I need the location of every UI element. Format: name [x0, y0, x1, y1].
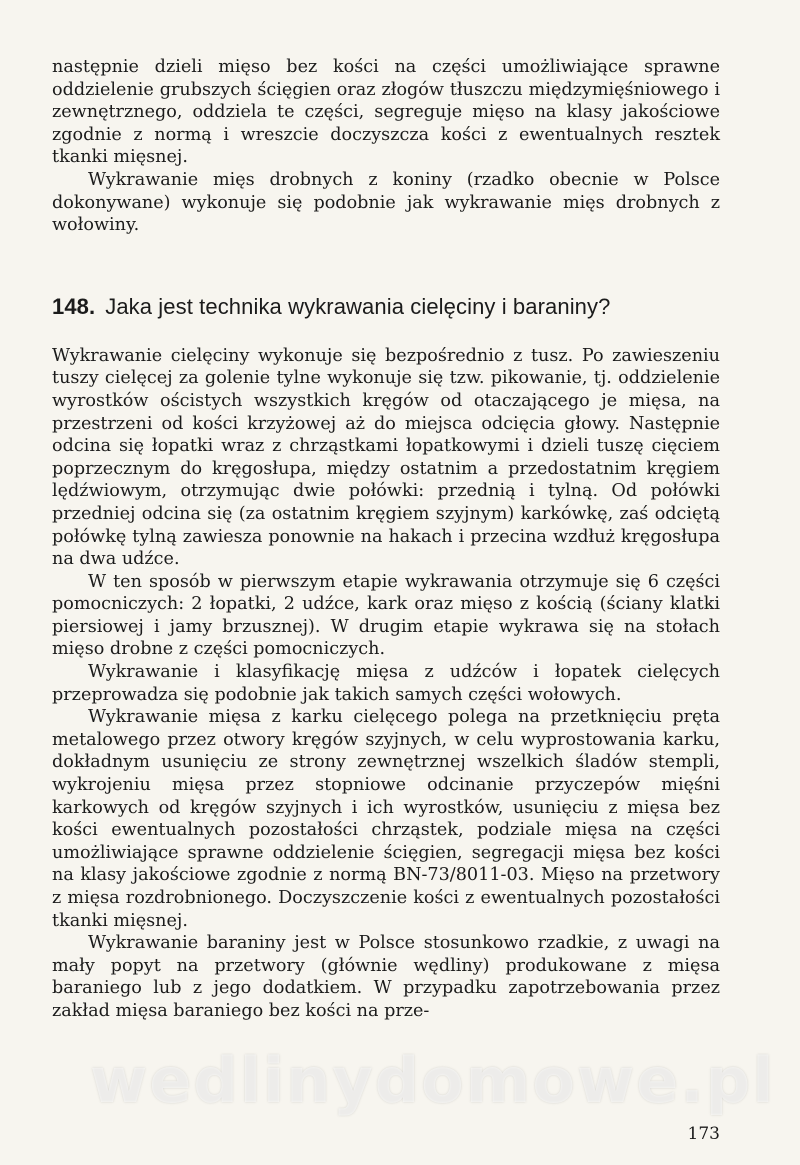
section-title: Jaka jest technika wykrawania cielęciny i baraniny? — [105, 293, 611, 319]
paragraph-classification: Wykrawanie i klasyfikację mięsa z udźców i łopatek cielęcych przeprowadza się podobnie jak takich samych części wołowych. — [52, 662, 720, 705]
page-number: 173 — [687, 1124, 720, 1144]
paragraph-veal-intro: Wykrawanie cielęciny wykonuje się bezpośrednio z tusz. Po zawieszeniu tuszy cielęcej za golenie tylne wykonuje się tzw. pikowanie, tj. oddzielenie wyrostków ościstych wszystkich kręgów od otaczającego je mięsa, na przestrzeni od kości krzyżowej aż do miejsca odcięcia głowy. Następnie odcina się łopatki wraz z chrząstkami łopatkowymi i dzieli tuszę cięciem poprzecznym do kręgosłupa, między ostatnim a przedostatnim kręgiem lędźwiowym, otrzymując dwie połówki: przednią i tylną. Od połówki przedniej odcina się (za ostatnim kręgiem szyjnym) karkówkę, zaś odciętą połówkę tylną zawiesza ponownie na hakach i przecina wzdłuż kręgosłupa na dwa udźce. — [52, 345, 720, 570]
paragraph-continuation: następnie dzieli mięso bez kości na części umożliwiające sprawne oddzielenie grubszych ścięgien oraz złogów tłuszczu międzymięśniowego i zewnętrznego, oddziela te części, segreguje mięso na klasy jakościowe zgodnie z normą i wreszcie doczyszcza kości z ewentualnych resztek tkanki mięsnej. — [52, 57, 720, 168]
section-number: 148. — [52, 293, 96, 319]
paragraph-first-stage: W ten sposób w pierwszym etapie wykrawania otrzymuje się 6 części pomocniczych: 2 łopatki, 2 udźce, kark oraz mięso z kością (ściany klatki piersiowej i jamy brzusznej). W drugim etapie wykrawa się na stołach mięso drobne z części pomocniczych. — [52, 571, 720, 660]
paragraph-neck: Wykrawanie mięsa z karku cielęcego polega na przetknięciu pręta metalowego przez otwory kręgów szyjnych, w celu wyprostowania karku, dokładnym usunięciu ze strony zewnętrznej wszelkich śladów stempli, wykrojeniu mięsa przez stopniowe odcinanie przyczepów mięśni karkowych od kręgów szyjnych i ich wyrostków, usunięciu z mięsa bez kości ewentualnych pozostałości chrząstek, podziale mięsa na części umożliwiające sprawne oddzielenie ścięgien, segregacji mięsa bez kości na klasy jakościowe zgodnie z normą BN-73/8011-03. Mięso na przetwory z mięsa rozdrobnionego. Doczyszczenie kości z ewentualnych pozostałości tkanki mięsnej. — [52, 707, 720, 931]
watermark: wedlinydomowe.pl — [90, 1044, 776, 1117]
paragraph-horse-meat: Wykrawanie mięs drobnych z koniny (rzadko obecnie w Polsce dokonywane) wykonuje się podobnie jak wykrawanie mięs drobnych z wołowiny. — [52, 169, 720, 236]
book-page — [52, 56, 720, 1023]
section-heading — [52, 293, 720, 321]
paragraph-mutton: Wykrawanie baraniny jest w Polsce stosunkowo rzadkie, z uwagi na mały popyt na przetwory (głównie wędliny) produkowane z mięsa baraniego lub z jego dodatkiem. W przypadku zapotrzebowania przez zakład mięsa baraniego bez kości na prze- — [52, 933, 720, 1021]
